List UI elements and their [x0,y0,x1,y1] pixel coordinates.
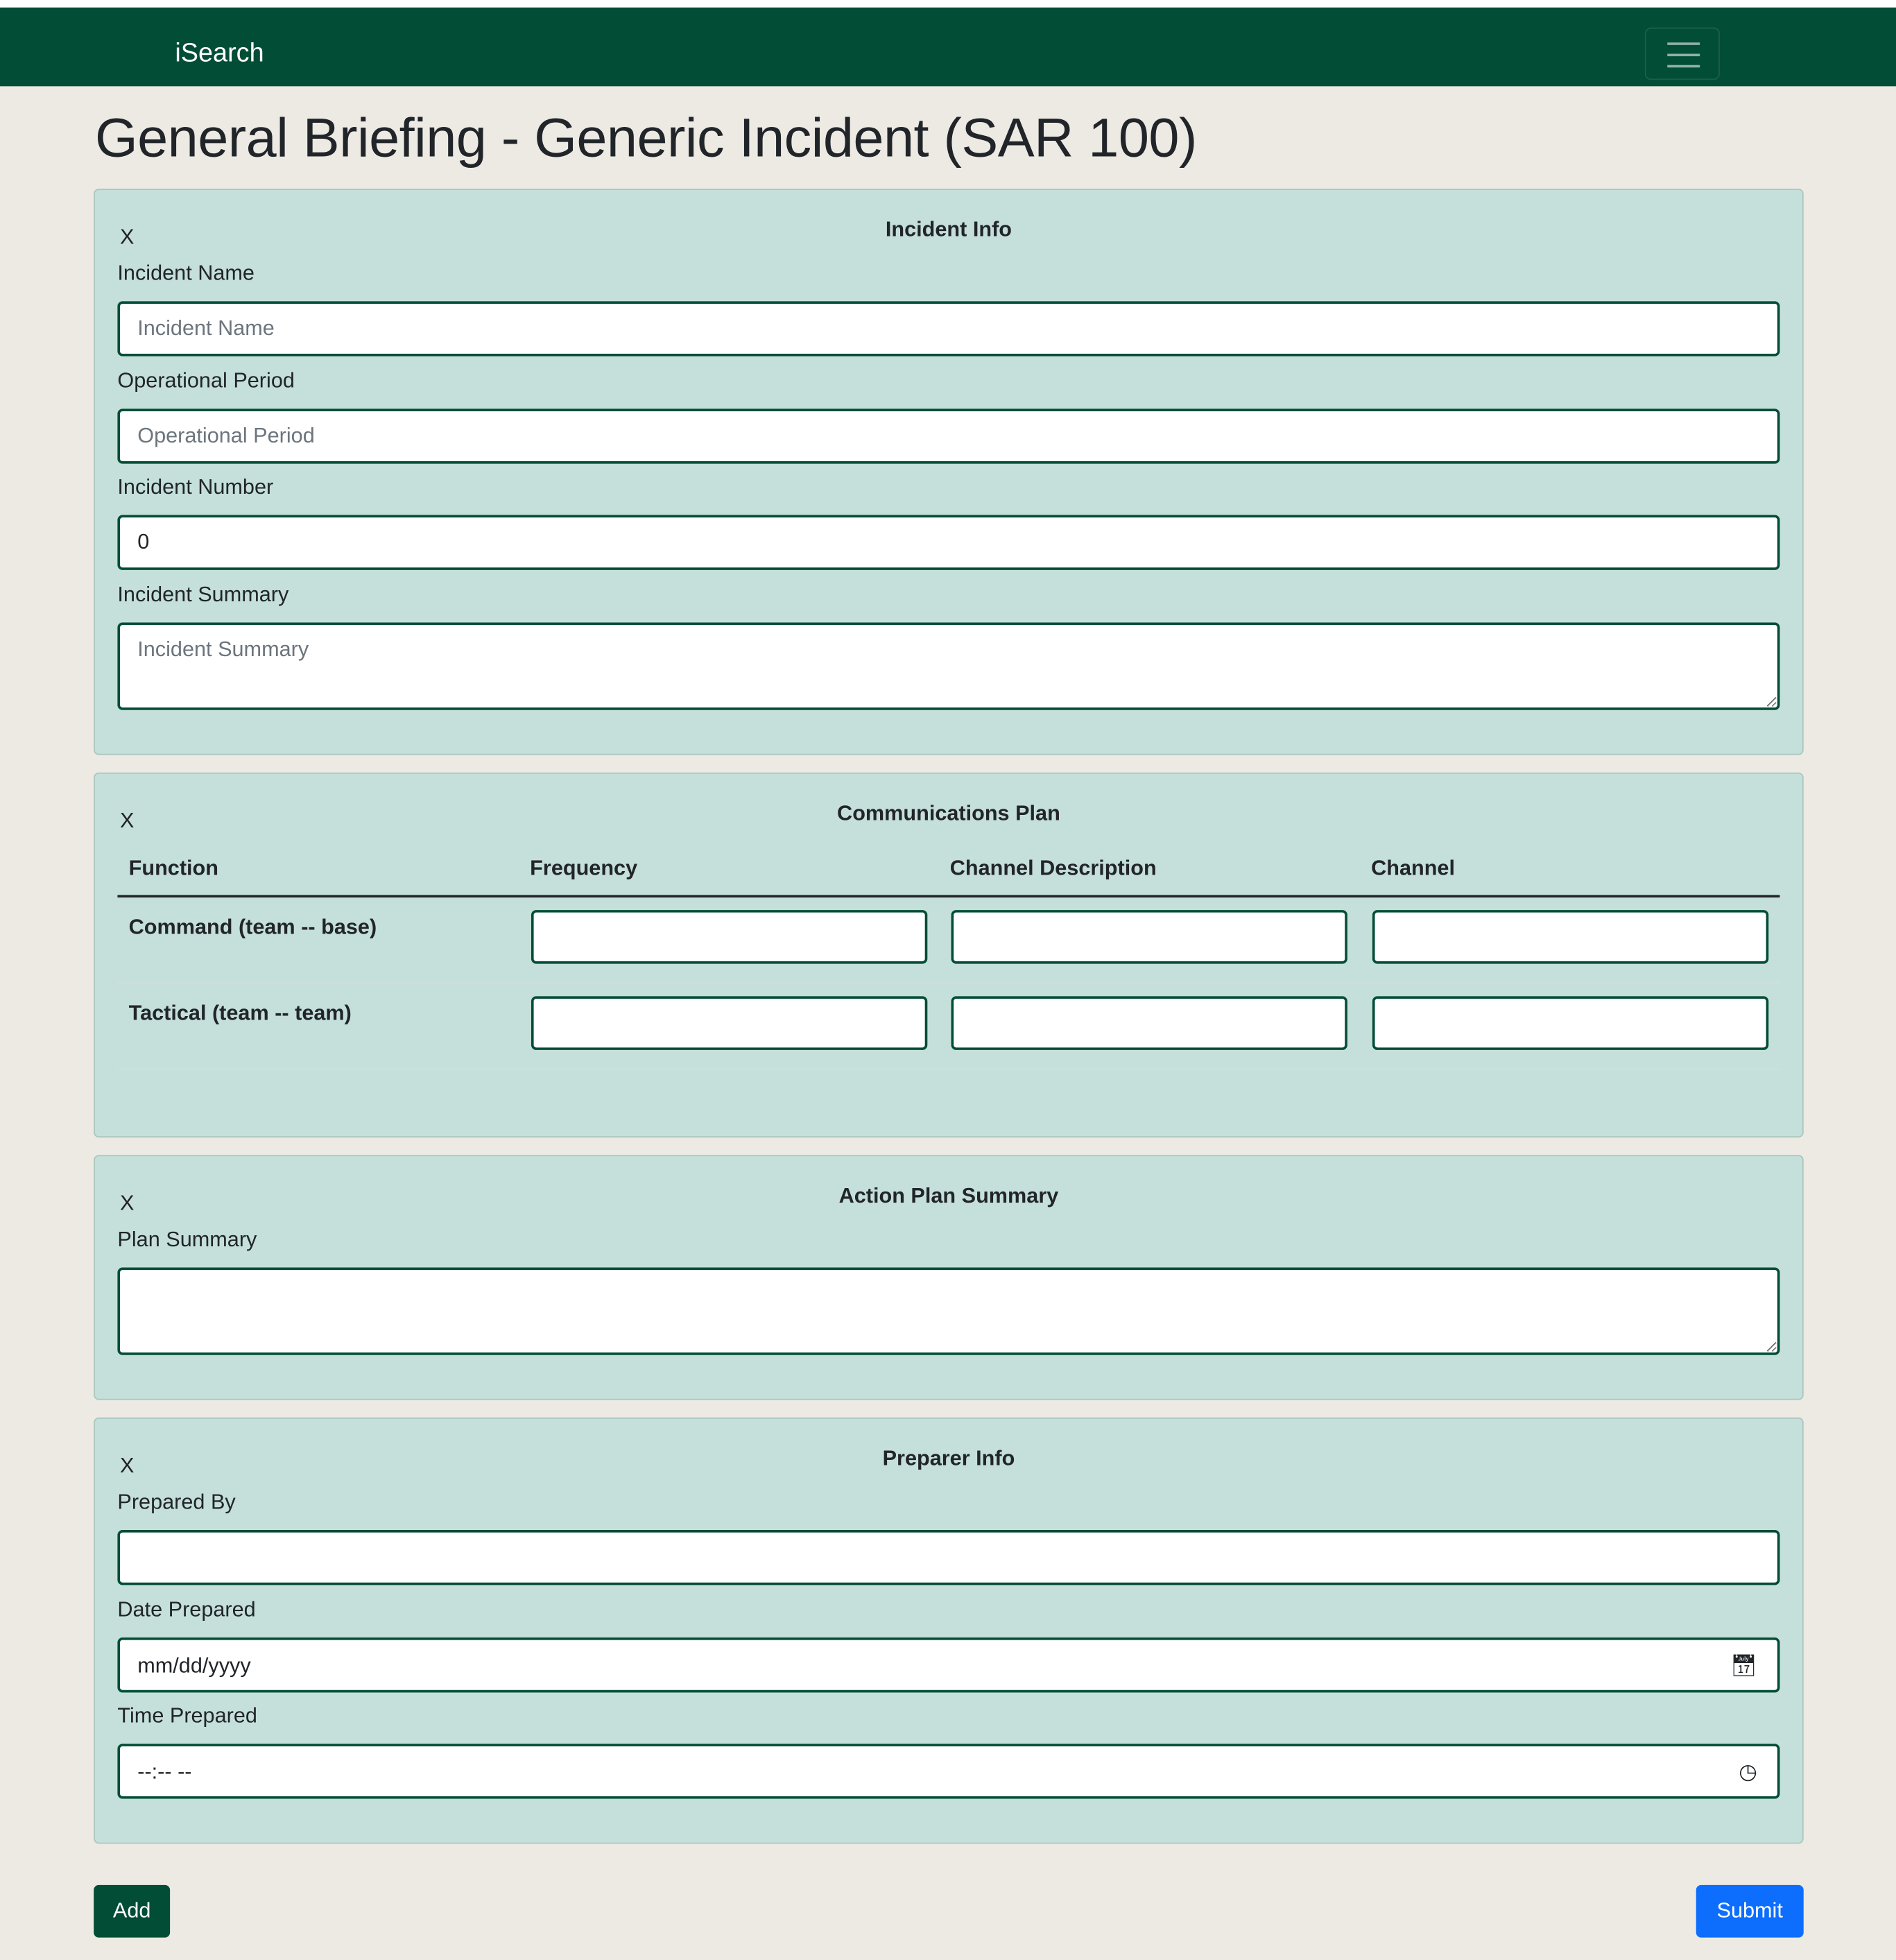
communications-plan-card [94,773,1804,1137]
date-value: mm/dd/yyyy [137,1653,251,1678]
close-icon[interactable]: X [120,225,135,249]
channel-input[interactable] [1372,910,1768,963]
hamburger-icon-bar [1667,65,1700,68]
add-button[interactable]: Add [94,1885,170,1938]
table-header-divider [117,895,1779,897]
incident-summary-textarea[interactable] [117,623,1779,710]
hamburger-icon-bar [1667,53,1700,56]
hamburger-menu-button[interactable] [1645,28,1720,80]
operational-period-input[interactable] [117,409,1779,463]
time-value: --:-- -- [137,1760,192,1784]
navbar-brand[interactable]: iSearch [175,38,264,68]
card-title: Action Plan Summary [838,1183,1059,1208]
frequency-input[interactable] [531,996,927,1049]
channel-description-input[interactable] [951,910,1347,963]
operational-period-label: Operational Period [117,368,295,393]
preparer-info-card [94,1418,1804,1844]
column-header-channel: Channel [1371,856,1455,880]
incident-number-label: Incident Number [117,474,274,499]
table-row-function: Command (team -- base) [128,915,377,939]
card-title: Incident Info [885,217,1012,241]
column-header-channel-description: Channel Description [949,856,1157,880]
incident-info-card [94,189,1804,755]
channel-input[interactable] [1372,996,1768,1049]
row-divider [117,1069,1779,1070]
incident-summary-label: Incident Summary [117,582,289,607]
card-title: Communications Plan [837,801,1060,825]
action-plan-summary-card [94,1155,1804,1400]
column-header-function: Function [128,856,218,880]
card-title: Preparer Info [882,1446,1015,1470]
channel-description-input[interactable] [951,996,1347,1049]
navbar [0,8,1896,87]
incident-number-input[interactable] [117,515,1779,570]
calendar-icon[interactable]: 📅︎ [1730,1653,1758,1678]
incident-name-input[interactable] [117,301,1779,356]
plan-summary-label: Plan Summary [117,1227,257,1252]
time-prepared-input[interactable] [117,1744,1779,1798]
row-divider [117,983,1779,984]
clock-icon[interactable]: ◷ [1739,1760,1758,1784]
close-icon[interactable]: X [120,1454,135,1478]
date-prepared-label: Date Prepared [117,1597,256,1622]
close-icon[interactable]: X [120,809,135,833]
table-row-function: Tactical (team -- team) [128,1001,352,1025]
prepared-by-input[interactable] [117,1530,1779,1585]
time-prepared-label: Time Prepared [117,1703,257,1728]
plan-summary-textarea[interactable] [117,1268,1779,1355]
close-icon[interactable]: X [120,1191,135,1215]
hamburger-icon [1667,42,1700,45]
frequency-input[interactable] [531,910,927,963]
page-title: General Briefing - Generic Incident (SAR 100) [94,107,1197,169]
column-header-frequency: Frequency [530,856,638,880]
incident-name-label: Incident Name [117,261,255,285]
browser-top-strip [0,0,1896,8]
prepared-by-label: Prepared By [117,1490,236,1514]
date-prepared-input[interactable] [117,1637,1779,1692]
submit-button[interactable]: Submit [1696,1885,1804,1938]
